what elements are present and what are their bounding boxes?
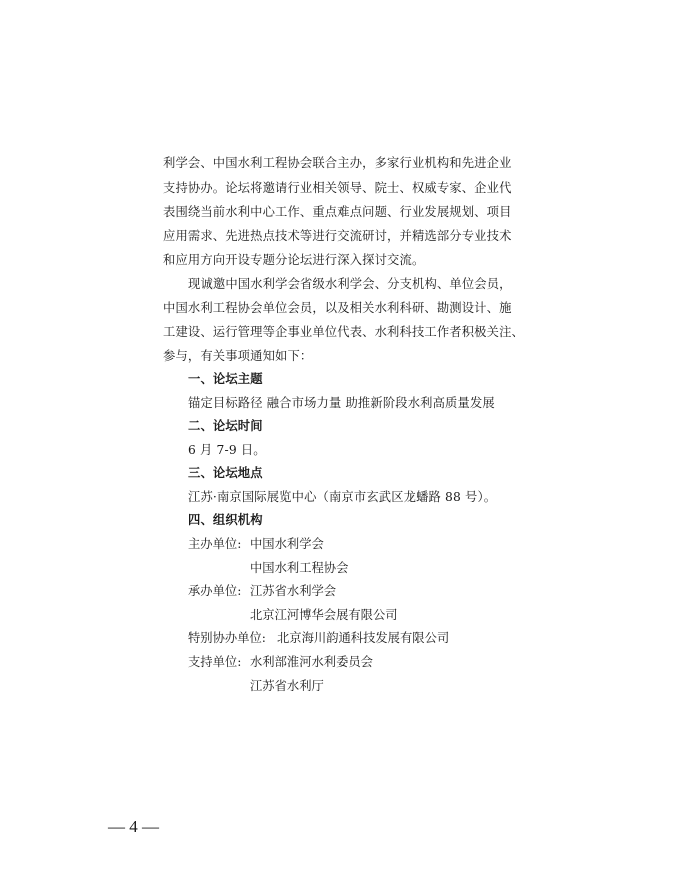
- host-value: 中国水利工程协会: [250, 561, 349, 575]
- page-number: — 4 —: [108, 817, 159, 836]
- host-label: 主办单位:: [188, 537, 242, 551]
- section-content-time: 6 月 7-9 日。: [188, 443, 266, 457]
- invite-line: 工建设、运行管理等企事业单位代表、水利科技工作者积极关注、: [163, 325, 524, 339]
- host-value: 中国水利学会: [250, 537, 324, 551]
- organizer-label: 承办单位:: [188, 584, 242, 598]
- intro-line: 支持协办。论坛将邀请行业相关领导、院士、权威专家、企业代: [163, 181, 512, 195]
- organizer-value: 北京江河博华会展有限公司: [250, 608, 398, 622]
- section-heading-organization: 四、组织机构: [188, 513, 263, 527]
- section-content-theme: 锚定目标路径 融合市场力量 助推新阶段水利高质量发展: [188, 396, 495, 410]
- invite-line: 参与，有关事项通知如下：: [163, 349, 313, 363]
- support-value: 江苏省水利厅: [250, 679, 324, 693]
- intro-line: 应用需求、先进热点技术等进行交流研讨，并精选部分专业技术: [163, 229, 512, 243]
- section-heading-venue: 三、论坛地点: [188, 466, 263, 480]
- intro-line: 和应用方向开设专题分论坛进行深入探讨交流。: [163, 253, 425, 267]
- support-value: 水利部淮河水利委员会: [250, 655, 373, 669]
- special-co-organizer-label: 特别协办单位:: [188, 631, 266, 645]
- section-heading-theme: 一、论坛主题: [188, 372, 263, 386]
- support-label: 支持单位:: [188, 655, 242, 669]
- intro-line: 表围绕当前水利中心工作、重点难点问题、行业发展规划、项目: [163, 205, 512, 219]
- special-co-organizer-value: 北京海川韵通科技发展有限公司: [277, 631, 450, 645]
- organizer-value: 江苏省水利学会: [250, 584, 337, 598]
- invite-line: 中国水利工程协会单位会员，以及相关水利科研、勘测设计、施: [163, 301, 512, 315]
- section-heading-time: 二、论坛时间: [188, 419, 263, 433]
- section-content-venue: 江苏·南京国际展览中心（南京市玄武区龙蟠路 88 号）。: [188, 490, 497, 504]
- invite-line: 现诚邀中国水利学会省级水利学会、分支机构、单位会员，: [188, 277, 512, 291]
- intro-line: 利学会、中国水利工程协会联合主办，多家行业机构和先进企业: [163, 156, 512, 170]
